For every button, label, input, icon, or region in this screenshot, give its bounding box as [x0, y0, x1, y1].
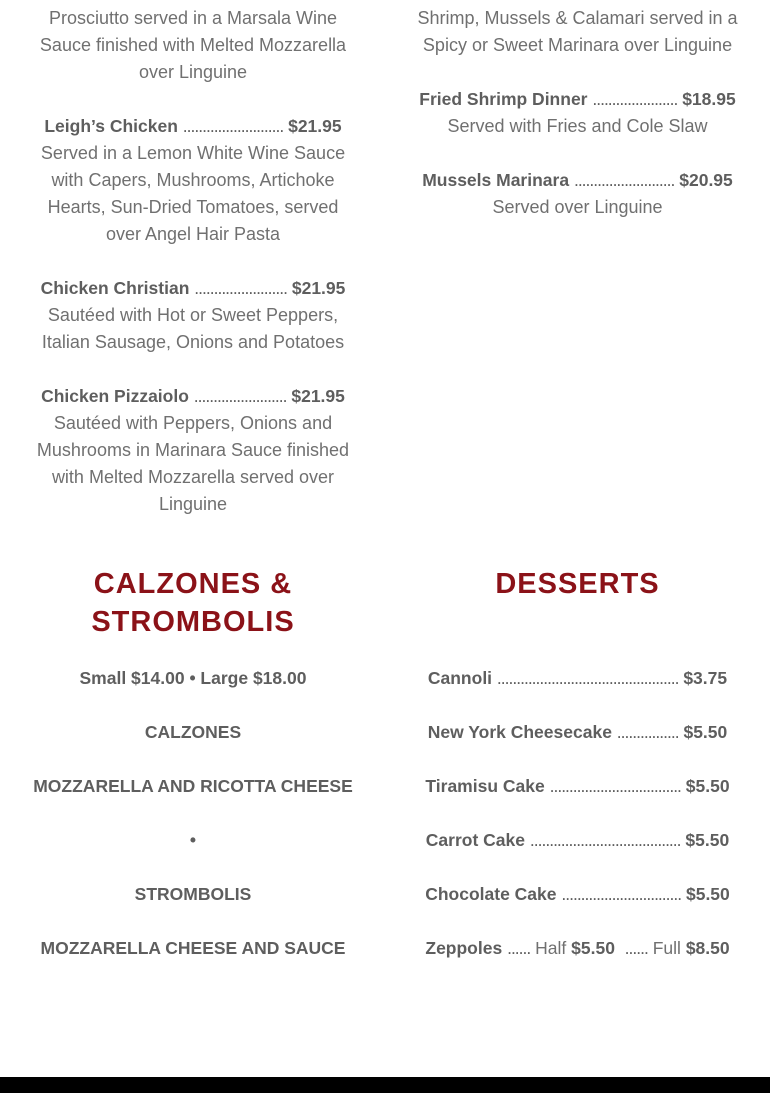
item-description-line: Sautéed with Hot or Sweet Peppers, [47, 305, 339, 325]
menu-item-name: Mussels Marinara [422, 170, 570, 190]
item-description-line: with Melted Mozzarella served over [51, 467, 335, 487]
dessert-name: New York Cheesecake [427, 722, 612, 742]
dot-leader: ...................... [592, 89, 678, 109]
dot-leader: ...... [507, 938, 531, 958]
half-price: $5.50 [571, 938, 615, 958]
right-menu-column [385, 5, 770, 221]
calzones-list [0, 665, 386, 962]
dessert-name: Cannoli [427, 668, 493, 688]
dessert-name: Chocolate Cake [425, 884, 557, 904]
item-description-line: Served with Fries and Cole Slaw [447, 116, 708, 136]
menu-item-price: $21.95 [288, 116, 342, 136]
menu-item-leighs-chicken [0, 113, 386, 248]
dot-leader: ................ [616, 722, 679, 742]
dessert-item-ny-cheesecake [385, 719, 770, 746]
item-description-line: Hearts, Sun-Dried Tomatoes, served [47, 197, 339, 217]
dot-leader: .................................. [549, 776, 681, 796]
strombolis-filling: MOZZARELLA CHEESE AND SAUCE [40, 938, 346, 958]
menu-item-price: $21.95 [291, 386, 345, 406]
section-title-calzones [0, 565, 386, 641]
item-description-line: Prosciutto served in a Marsala Wine [48, 8, 338, 28]
menu-item-name: Fried Shrimp Dinner [419, 89, 588, 109]
dessert-price: $3.75 [683, 668, 728, 688]
dessert-price: $5.50 [683, 722, 728, 742]
dessert-item-cannoli [385, 665, 770, 692]
section-title-desserts [385, 565, 770, 603]
dessert-item-carrot-cake [385, 827, 770, 854]
item-description-line: Linguine [158, 494, 228, 514]
calzones-heading: CALZONES [144, 722, 242, 742]
menu-item-price: $20.95 [679, 170, 733, 190]
item-description-line: Served over Linguine [492, 197, 663, 217]
strombolis-heading: STROMBOLIS [134, 884, 252, 904]
dessert-item-tiramisu [385, 773, 770, 800]
desserts-list [385, 665, 770, 962]
dessert-name: Tiramisu Cake [425, 776, 545, 796]
menu-item-heading [385, 167, 770, 194]
dessert-price: $5.50 [685, 884, 730, 904]
dessert-name: Zeppoles [425, 938, 503, 958]
dessert-item-zeppoles [385, 935, 770, 962]
menu-item-price: $21.95 [291, 278, 346, 298]
dot-leader: ........................ [193, 386, 287, 406]
item-description-line: Spicy or Sweet Marinara over Linguine [422, 35, 733, 55]
item-description-line: Shrimp, Mussels & Calamari served in a [417, 8, 738, 28]
menu-item-heading [0, 113, 386, 140]
item-description-line: Served in a Lemon White Wine Sauce [40, 143, 346, 163]
menu-item-name: Chicken Christian [40, 278, 190, 298]
calzone-sizes-prices: Small $14.00 • Large $18.00 [79, 668, 307, 688]
dot-leader: ........................ [194, 278, 287, 298]
item-description-line: Sautéed with Peppers, Onions and [53, 413, 333, 433]
item-description-line: over Angel Hair Pasta [105, 224, 281, 244]
dessert-name: Carrot Cake [425, 830, 526, 850]
section-title-line: CALZONES & [93, 568, 293, 600]
section-title-line: STROMBOLIS [91, 606, 295, 638]
dot-leader: ............................... [561, 884, 682, 904]
item-description-line: with Capers, Mushrooms, Artichoke [51, 170, 335, 190]
full-label: Full [652, 938, 681, 958]
menu-item-chicken-pizzaiolo [0, 383, 386, 518]
menu-item-chicken-christian [0, 275, 386, 356]
menu-item-heading [0, 275, 386, 302]
dot-leader: ...... [624, 938, 648, 958]
item-description-line: over Linguine [138, 62, 248, 82]
menu-item-heading [0, 383, 386, 410]
dot-leader: .......................... [573, 170, 675, 190]
left-menu-column [0, 5, 386, 518]
dessert-item-chocolate-cake [385, 881, 770, 908]
dessert-price: $5.50 [685, 776, 730, 796]
menu-item-heading [385, 86, 770, 113]
menu-item-fried-shrimp-dinner [385, 86, 770, 140]
footer-bar [0, 1077, 770, 1093]
menu-item-name: Chicken Pizzaiolo [41, 386, 189, 406]
dot-leader: ....................................... [529, 830, 681, 850]
half-label: Half [535, 938, 567, 958]
dessert-price: $5.50 [685, 830, 730, 850]
menu-item-name: Leigh’s Chicken [44, 116, 178, 136]
section-title-line: DESSERTS [495, 568, 660, 600]
bullet-separator: • [189, 830, 197, 850]
item-description-line: Sauce finished with Melted Mozzarella [39, 35, 347, 55]
item-description-line: Italian Sausage, Onions and Potatoes [41, 332, 345, 352]
dot-leader: ............................................... [496, 668, 679, 688]
full-price: $8.50 [685, 938, 730, 958]
menu-item-mussels-marinara [385, 167, 770, 221]
dot-leader: .......................... [182, 116, 284, 136]
calzones-filling: MOZZARELLA AND RICOTTA CHEESE [33, 776, 353, 796]
item-description-line: Mushrooms in Marinara Sauce finished [36, 440, 350, 460]
menu-item-price: $18.95 [682, 89, 736, 109]
